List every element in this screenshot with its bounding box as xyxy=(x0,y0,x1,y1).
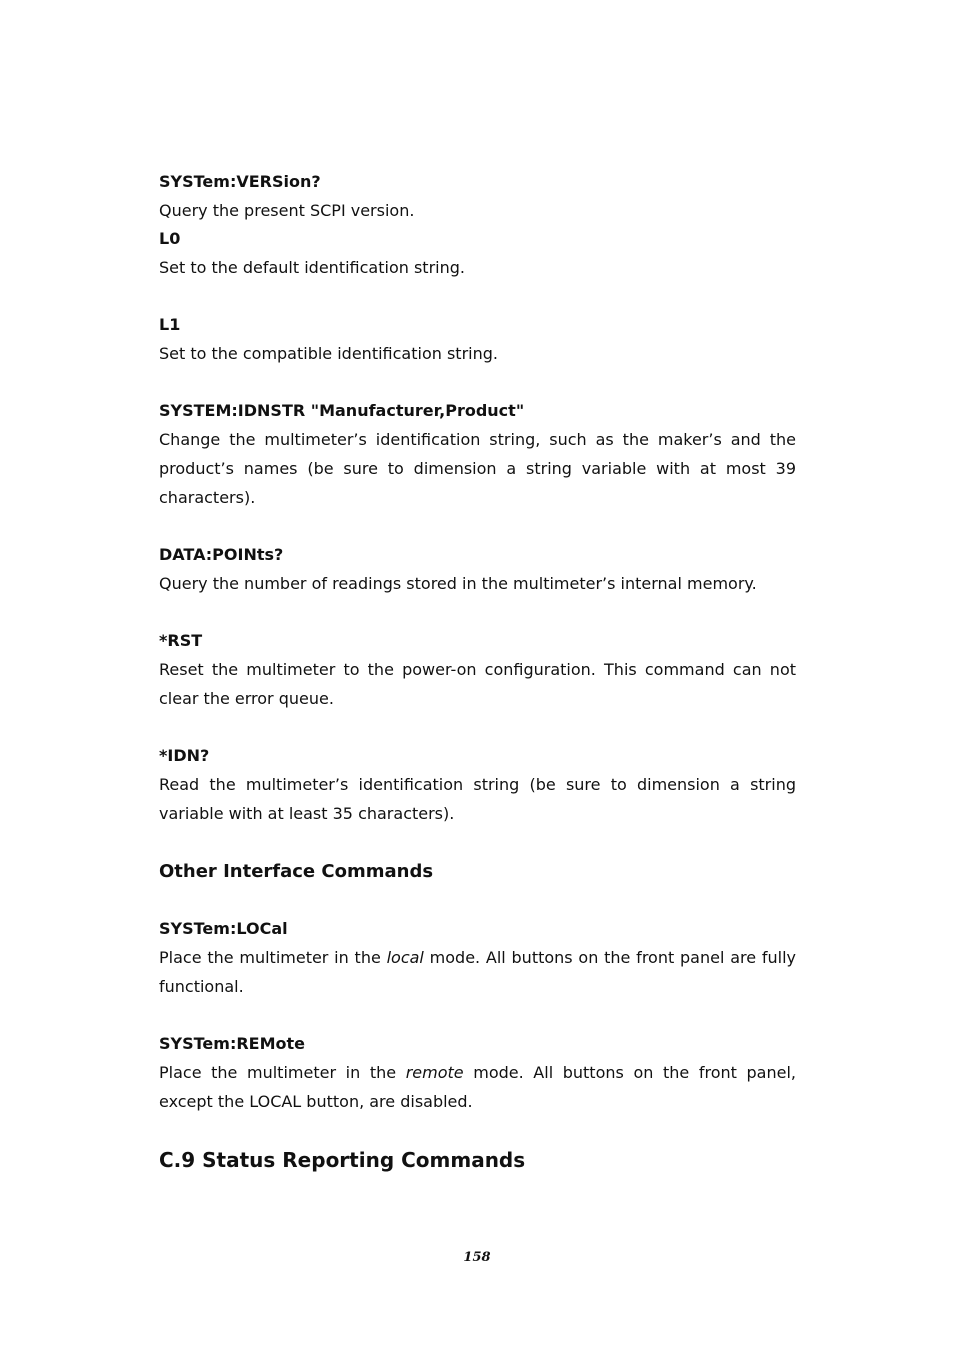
description-idnstr: Change the multimeter’s identification string, such as the maker’s and the product’s names (be sure to dimension a string variable with at most 39 characters). xyxy=(159,430,796,507)
description-remote: Place the multimeter in the remote mode. All buttons on the front panel, except the LOCAL button, are disabled. xyxy=(159,1063,797,1111)
page-number: 158 xyxy=(463,1250,491,1265)
description-l1: Set to the compatible identification string. xyxy=(159,344,498,363)
command-idn: *IDN? xyxy=(159,746,210,765)
command-remote: SYSTem:REMote xyxy=(159,1034,306,1053)
description-data-points: Query the number of readings stored in the multimeter’s internal memory. xyxy=(159,574,757,593)
description-version: Query the present SCPI version. xyxy=(159,201,415,220)
command-l0: L0 xyxy=(159,229,181,248)
description-l0: Set to the default identification string. xyxy=(159,258,465,277)
command-l1: L1 xyxy=(159,315,181,334)
heading-status-reporting-commands: C.9 Status Reporting Commands xyxy=(159,1148,526,1172)
command-rst: *RST xyxy=(159,631,203,650)
description-rst: Reset the multimeter to the power-on configuration. This command can not clear the error queue. xyxy=(159,660,796,708)
description-local: Place the multimeter in the local mode. All buttons on the front panel are fully functional. xyxy=(159,948,797,996)
description-idn: Read the multimeter’s identification string (be sure to dimension a string variable with at least 35 characters). xyxy=(159,775,796,823)
page-content xyxy=(159,168,796,1175)
command-idnstr: SYSTEM:IDNSTR "Manufacturer,Product" xyxy=(159,401,525,420)
command-version: SYSTem:VERSion? xyxy=(159,172,321,191)
heading-other-interface-commands: Other Interface Commands xyxy=(159,861,434,882)
command-local: SYSTem:LOCal xyxy=(159,919,288,938)
command-data-points: DATA:POINts? xyxy=(159,545,284,564)
